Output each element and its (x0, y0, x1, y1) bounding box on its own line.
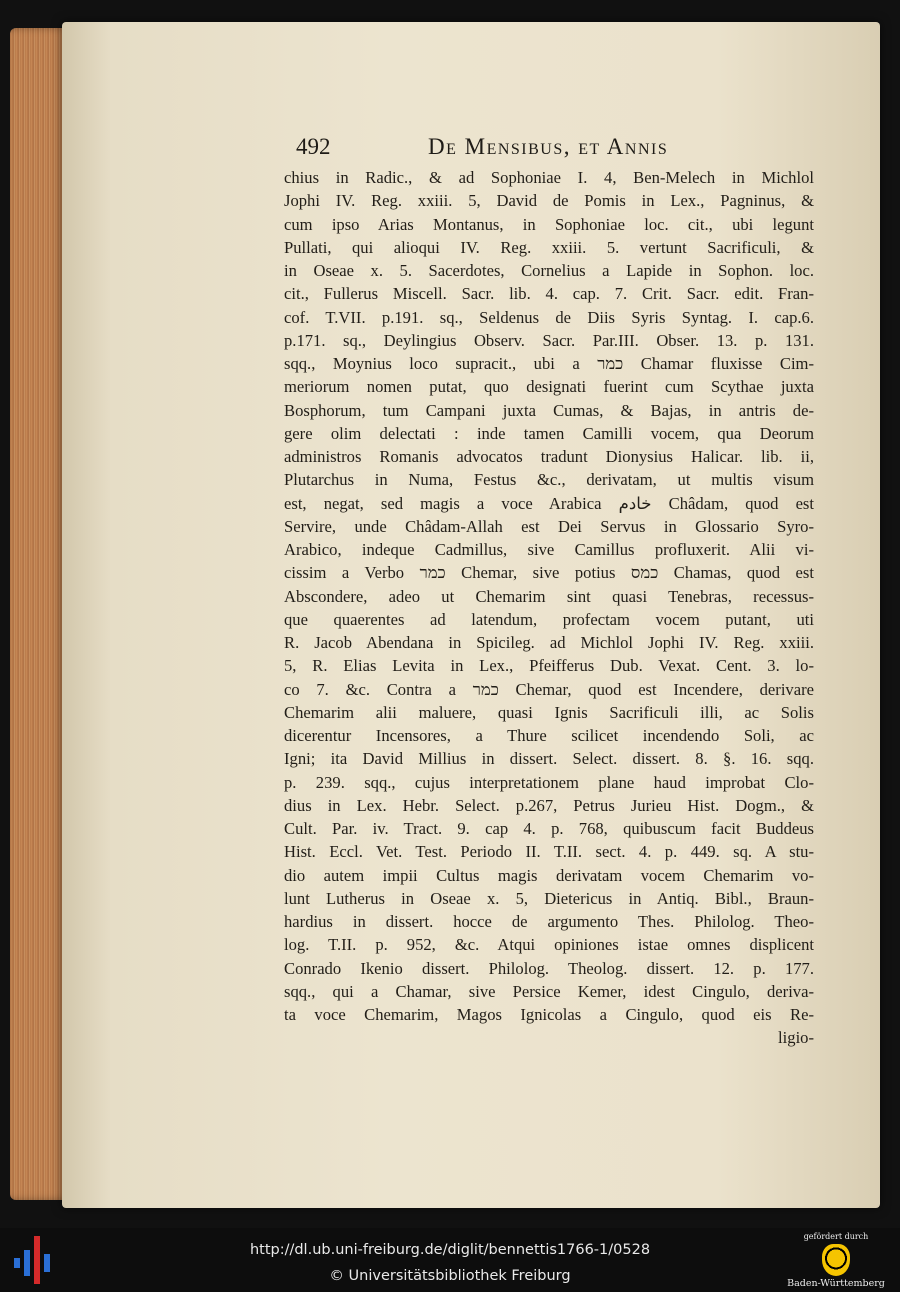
text-line: sqq., qui a Chamar, sive Persice Kemer, idest Cingulo, deriva- (284, 981, 814, 1001)
text-line: meriorum nomen putat, quo designati fuerint cum Scythae juxta (284, 377, 814, 397)
text-line: Servire, unde Châdam-Allah est Dei Servus in Glossario Syro- (284, 516, 814, 536)
text-line: log. T.II. p. 952, &c. Atqui opiniones istae omnes displicent (284, 935, 814, 955)
text-line: hardius in dissert. hocce de argumento Thes. Philolog. Theo- (284, 912, 814, 931)
body-text (284, 166, 814, 1050)
text-line: Conrado Ikenio dissert. Philolog. Theolog. dissert. 12. p. 177. (284, 958, 814, 978)
text-line: Arabico, indeque Cadmillus, sive Camillus profluxerit. Alii vi- (284, 540, 814, 559)
text-line: Bosphorum, tum Campani juxta Cumas, & Bajas, in antris de- (284, 400, 814, 420)
text-line: p.171. sq., Deylingius Observ. Sacr. Par.III. Obser. 13. p. 131. (284, 330, 814, 350)
logo-bar (14, 1258, 20, 1268)
text-line: Abscondere, adeo ut Chemarim sint quasi Tenebras, recessus- (284, 586, 814, 606)
text-line: sqq., Moynius loco supracit., ubi a כמר Chamar fluxisse Cim- (284, 354, 814, 373)
text-line: Cult. Par. iv. Tract. 9. cap 4. p. 768, quibuscum facit Buddeus (284, 819, 814, 838)
funder-label: gefördert durch (803, 1232, 869, 1241)
crest-icon (822, 1244, 850, 1276)
copyright-notice: © Universitätsbibliothek Freiburg (329, 1268, 571, 1284)
text-line: Chemarim alii maluere, quasi Ignis Sacrificuli illi, ac Solis (284, 702, 814, 722)
text-line: cof. T.VII. p.191. sq., Seldenus de Diis Syris Syntag. I. cap.6. (284, 307, 814, 327)
text-line: Igni; ita David Millius in dissert. Select. dissert. 8. §. 16. sqq. (284, 749, 814, 769)
logo-bar (44, 1254, 50, 1272)
text-line: p. 239. sqq., cujus interpretationem plane haud improbat Clo- (284, 772, 814, 792)
text-line: R. Jacob Abendana in Spicileg. ad Michlol Jophi IV. Reg. xxiii. (284, 633, 814, 652)
text-line: lunt Lutherus in Oseae x. 5, Dietericus in Antiq. Bibl., Braun- (284, 888, 814, 908)
library-logo-icon (14, 1236, 54, 1284)
text-line: cum ipso Arias Montanus, in Sophoniae loc. cit., ubi legunt (284, 214, 814, 234)
logo-bar-red (34, 1236, 40, 1284)
text-line: Plutarchus in Numa, Festus &c., derivatam, ut multis visum (284, 470, 814, 490)
text-line: 5, R. Elias Levita in Lex., Pfeifferus Dub. Vexat. Cent. 3. lo- (284, 656, 814, 676)
text-line: administros Romanis advocatos tradunt Dionysius Halicar. lib. ii, (284, 447, 814, 466)
text-line: gere olim delectati : inde tamen Camilli vocem, qua Deorum (284, 423, 814, 443)
text-line: cit., Fullerus Miscell. Sacr. lib. 4. cap. 7. Crit. Sacr. edit. Fran- (284, 284, 814, 304)
text-line: Pullati, qui alioqui IV. Reg. xxiii. 5. vertunt Sacrificuli, & (284, 237, 814, 257)
text-line: est, negat, sed magis a voce Arabica خادم Châdam, quod est (284, 493, 814, 513)
text-line: in Oseae x. 5. Sacerdotes, Cornelius a Lapide in Sophon. loc. (284, 261, 814, 280)
text-line: dio autem impii Cultus magis derivatam vocem Chemarim vo- (284, 865, 814, 885)
text-line: ta voce Chemarim, Magos Ignicolas a Cingulo, quod eis Re- (284, 1005, 814, 1024)
text-line: que quaerentes ad latendum, profectam vocem putant, uti (284, 609, 814, 629)
text-line: dicerentur Incensores, a Thure scilicet incendendo Soli, ac (284, 726, 814, 745)
page-header (296, 134, 716, 164)
funder-badge (780, 1232, 892, 1290)
text-line: Jophi IV. Reg. xxiii. 5, David de Pomis in Lex., Pagninus, & (284, 191, 814, 211)
text-line: chius in Radic., & ad Sophoniae I. 4, Ben-Melech in Michlol (284, 168, 814, 187)
text-line: dius in Lex. Hebr. Select. p.267, Petrus Jurieu Hist. Dogm., & (284, 795, 814, 815)
permalink-url[interactable]: http://dl.ub.uni-freiburg.de/diglit/bennettis1766-1/0528 (249, 1242, 651, 1258)
text-line: co 7. &c. Contra a כמר Chemar, quod est Incendere, derivare (284, 679, 814, 699)
page-number: 492 (296, 134, 331, 159)
text-line: ligio- (778, 1028, 814, 1048)
text-line: Hist. Eccl. Vet. Test. Periodo II. T.II. sect. 4. p. 449. sq. A stu- (284, 842, 814, 862)
text-line: cissim a Verbo כמר Chemar, sive potius כמס Chamas, quod est (284, 563, 814, 583)
funder-region: Baden-Württemberg (787, 1278, 885, 1289)
running-head: De Mensibus, et Annis (428, 134, 669, 159)
logo-bar (24, 1250, 30, 1276)
